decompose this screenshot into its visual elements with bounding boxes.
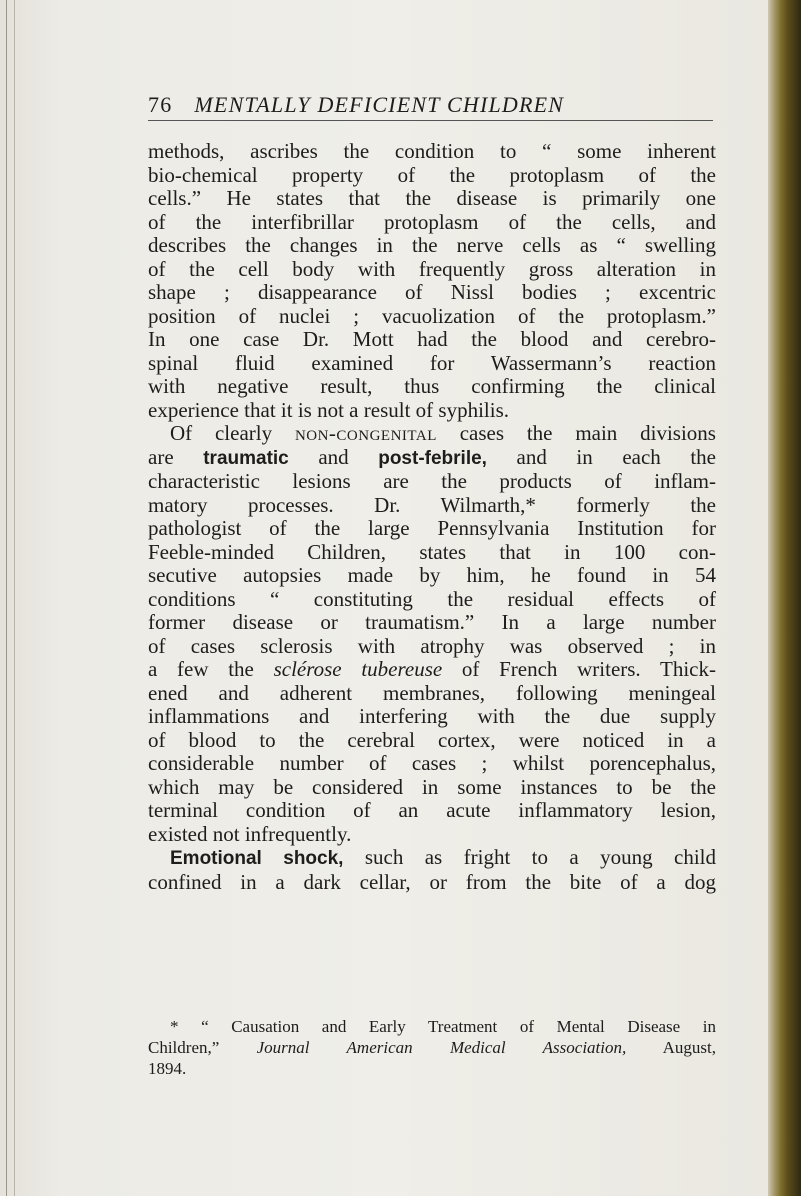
text-line: pathologist of the large Pennsylvania Institution for bbox=[148, 516, 716, 540]
text-line: of cases sclerosis with atrophy was observed ; in bbox=[148, 633, 716, 658]
text-run: Children,” bbox=[148, 1038, 257, 1057]
footnote-line bbox=[148, 1037, 716, 1058]
text-run: cases the main divisions bbox=[436, 421, 716, 445]
text-line: cells.” He states that the disease is primarily one bbox=[148, 186, 716, 210]
text-run: August, bbox=[626, 1038, 717, 1057]
text-line: ened and adherent membranes, following meningeal bbox=[148, 680, 716, 705]
bold-term: post-febrile, bbox=[378, 447, 487, 469]
bold-term: Emotional shock, bbox=[170, 848, 344, 869]
footnote-line: 1894. bbox=[148, 1059, 187, 1078]
page-gutter-line bbox=[6, 0, 7, 1196]
text-line: secutive autopsies made by him, he found in 54 bbox=[148, 563, 716, 587]
header-rule bbox=[148, 120, 713, 121]
text-line bbox=[148, 658, 716, 682]
text-run: such as fright to a young child bbox=[343, 845, 716, 869]
text-line: of blood to the cerebral cortex, were noticed in a bbox=[148, 727, 716, 752]
text-line: inflammations and interfering with the due supply bbox=[148, 704, 716, 728]
text-line: methods, ascribes the condition to “ some inherent bbox=[148, 139, 716, 163]
text-line: experience that it is not a result of syphilis. bbox=[148, 397, 509, 422]
text-line: existed not infrequently. bbox=[148, 821, 352, 846]
text-line: In one case Dr. Mott had the blood and cerebro- bbox=[148, 327, 716, 351]
page-number: 76 bbox=[148, 92, 173, 117]
footnote-line: * “ Causation and Early Treatment of Mental Disease in bbox=[170, 1017, 716, 1036]
body-text bbox=[148, 140, 716, 894]
text-line: of the cell body with frequently gross alteration in bbox=[148, 256, 716, 281]
running-header bbox=[148, 92, 708, 118]
italic-term: sclérose tubereuse bbox=[273, 657, 443, 681]
text-line: shape ; disappearance of Nissl bodies ; excentric bbox=[148, 280, 716, 304]
text-line: terminal condition of an acute inflammatory lesion, bbox=[148, 798, 716, 822]
text-run: of French writers. Thick- bbox=[442, 657, 716, 681]
text-line: characteristic lesions are the products of inflam- bbox=[148, 469, 716, 493]
text-line: former disease or traumatism.” In a large number bbox=[148, 610, 716, 634]
text-line bbox=[148, 446, 716, 471]
page-gutter-line bbox=[14, 0, 15, 1196]
text-line: bio-chemical property of the protoplasm of the bbox=[148, 162, 716, 187]
book-edge bbox=[768, 0, 801, 1196]
text-line: of the interfibrillar protoplasm of the cells, and bbox=[148, 209, 716, 234]
text-line: conditions “ constituting the residual effects of bbox=[148, 586, 716, 611]
text-run: a few the bbox=[148, 657, 274, 681]
text-line: which may be considered in some instances to be the bbox=[148, 774, 716, 799]
text-line: describes the changes in the nerve cells as “ swelling bbox=[148, 233, 716, 257]
text-run: are bbox=[148, 444, 204, 469]
text-run: Of clearly bbox=[170, 421, 295, 445]
text-line: with negative result, thus confirming the clinical bbox=[148, 374, 716, 398]
text-line: considerable number of cases ; whilst porencephalus, bbox=[148, 751, 716, 775]
text-run: and bbox=[288, 444, 379, 469]
footnote bbox=[148, 1016, 716, 1079]
text-run: and in each the bbox=[486, 444, 717, 469]
text-line: confined in a dark cellar, or from the bite of a dog bbox=[148, 869, 716, 894]
text-line: spinal fluid examined for Wassermann’s reaction bbox=[148, 350, 716, 375]
text-line: matory processes. Dr. Wilmarth,* formerly the bbox=[148, 492, 716, 517]
text-line bbox=[148, 846, 716, 871]
italic-citation: Journal American Medical Association, bbox=[256, 1038, 627, 1057]
text-line: Feeble-minded Children, states that in 100 con- bbox=[148, 539, 716, 564]
text-line bbox=[148, 422, 716, 446]
running-title: MENTALLY DEFICIENT CHILDREN bbox=[194, 92, 565, 117]
text-line: position of nuclei ; vacuolization of the protoplasm.” bbox=[148, 303, 716, 328]
bold-term: traumatic bbox=[203, 447, 289, 469]
small-caps-term: non-congenital bbox=[294, 421, 437, 445]
